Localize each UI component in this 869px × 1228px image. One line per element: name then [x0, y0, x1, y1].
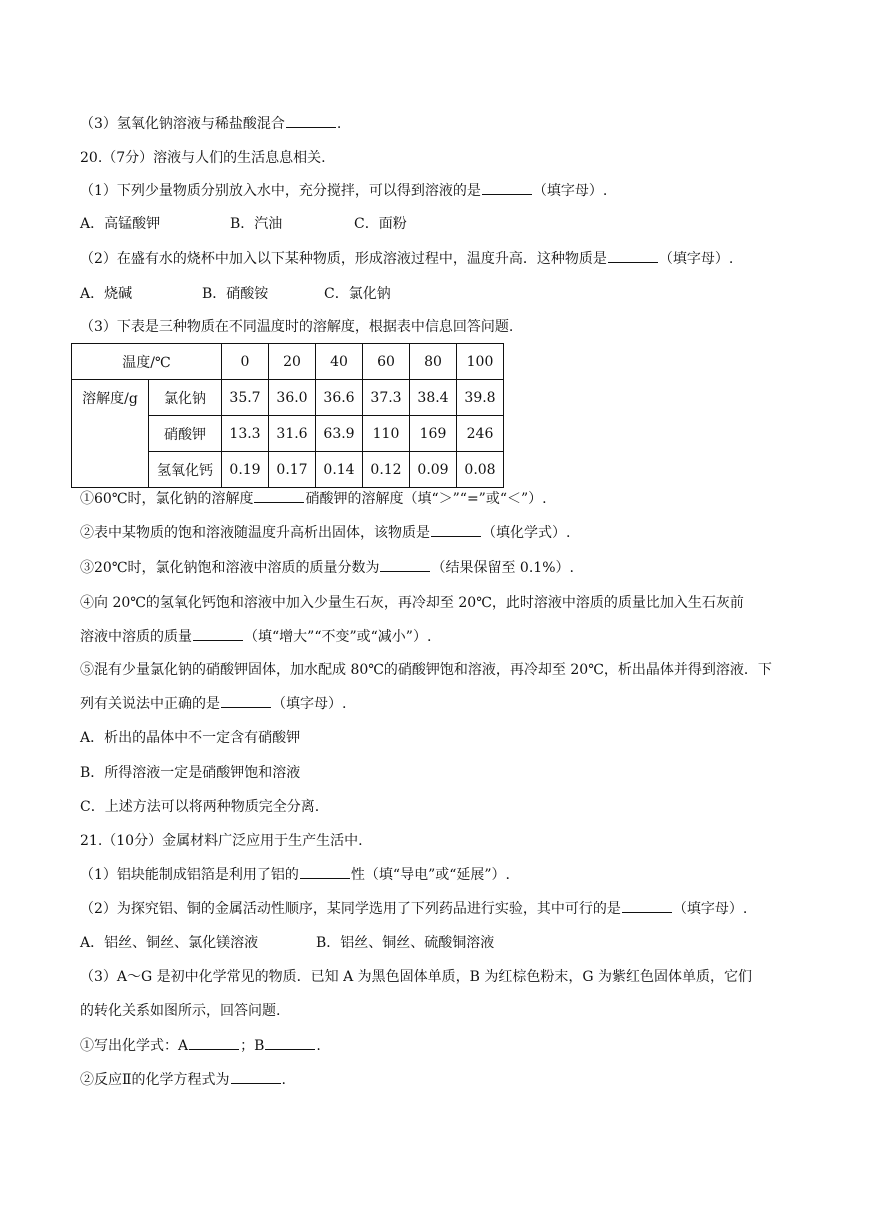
value-cell: 37.3: [363, 380, 410, 416]
value-cell: 0.14: [316, 452, 363, 488]
answer-blank[interactable]: [300, 866, 350, 879]
option-b: B．所得溶液一定是硝酸钾饱和溶液: [80, 765, 301, 781]
q21-2-options: [80, 934, 494, 952]
sub-question-2: ②表中某物质的饱和溶液随温度升高析出固体，该物质是 （填化学式）.: [80, 525, 571, 541]
value-cell: 0.09: [410, 452, 457, 488]
value-cell: 246: [457, 416, 504, 452]
answer-blank[interactable]: [189, 1037, 239, 1050]
q21-2-line: （2）为探究铝、铜的金属活动性顺序，某同学选用了下列药品进行实验，其中可行的是 （填字母）.: [80, 901, 748, 917]
option-a: A．铝丝、铜丝、氯化镁溶液: [80, 935, 259, 951]
substance-name: 氢氧化钙: [149, 452, 222, 488]
q19-3-line: （3）氢氧化钠溶液与稀盐酸混合 .: [80, 116, 342, 132]
value-cell: 36.6: [316, 380, 363, 416]
answer-blank[interactable]: [221, 695, 271, 708]
option-a: A．高锰酸钾: [80, 216, 161, 232]
temp-cell: 100: [457, 344, 504, 380]
value-cell: 38.4: [410, 380, 457, 416]
temp-cell: 80: [410, 344, 457, 380]
q20-1-line: （1）下列少量物质分别放入水中，充分搅拌，可以得到溶液的是 （填字母）.: [80, 183, 608, 199]
table-row: [72, 380, 504, 416]
sub-question-5-cont: 列有关说法中正确的是 （填字母）.: [80, 696, 347, 712]
value-cell: 63.9: [316, 416, 363, 452]
answer-blank[interactable]: [380, 559, 430, 572]
answer-blank[interactable]: [231, 1071, 281, 1084]
sub-question-5: ⑤混有少量氯化钠的硝酸钾固体，加水配成 80℃的硝酸钾饱和溶液，再冷却至 20℃，析出晶体并得到溶液．下: [80, 662, 772, 678]
sub-question-3: ③20℃时，氯化钠饱和溶液中溶质的质量分数为 （结果保留至 0.1%）.: [80, 560, 574, 576]
answer-blank[interactable]: [286, 115, 336, 128]
answer-blank[interactable]: [622, 900, 672, 913]
value-cell: 36.0: [269, 380, 316, 416]
value-cell: 0.19: [222, 452, 269, 488]
value-cell: 169: [410, 416, 457, 452]
table-row: [72, 344, 504, 380]
q21-3-sub-1: ①写出化学式：A ；B .: [80, 1038, 321, 1054]
value-cell: 0.08: [457, 452, 504, 488]
option-b: B．汽油: [230, 216, 283, 232]
group-label: 溶解度/g: [72, 380, 149, 488]
q21-3-line: （3）A～G 是初中化学常见的物质．已知 A 为黑色固体单质，B 为红棕色粉末，G 为紫红色固体单质，它们: [80, 969, 753, 985]
value-cell: 35.7: [222, 380, 269, 416]
value-cell: 31.6: [269, 416, 316, 452]
q21-3-line-cont: 的转化关系如图所示，回答问题.: [80, 1003, 281, 1019]
option-c: C．面粉: [354, 216, 407, 232]
option-b: B．铝丝、铜丝、硫酸铜溶液: [316, 935, 495, 951]
q20-2-options: [80, 285, 391, 303]
value-cell: 39.8: [457, 380, 504, 416]
answer-blank[interactable]: [608, 250, 658, 263]
option-a: A．析出的晶体中不一定含有硝酸钾: [80, 730, 301, 746]
q20-3-line: （3）下表是三种物质在不同温度时的溶解度，根据表中信息回答问题.: [80, 319, 514, 335]
question-20-title: 20.（7分）溶液与人们的生活息息相关.: [80, 150, 326, 166]
value-cell: 13.3: [222, 416, 269, 452]
solubility-table: [71, 343, 504, 488]
temp-header: 温度/℃: [72, 344, 222, 380]
answer-blank[interactable]: [431, 524, 481, 537]
question-21-title: 21.（10分）金属材料广泛应用于生产生活中.: [80, 833, 363, 849]
option-b: B．硝酸铵: [202, 286, 269, 302]
answer-blank[interactable]: [482, 182, 532, 195]
sub-question-4: ④向 20℃的氢氧化钙饱和溶液中加入少量生石灰，再冷却至 20℃，此时溶液中溶质的质量比加入生石灰前: [80, 595, 744, 611]
substance-name: 硝酸钾: [149, 416, 222, 452]
q20-1-options: [80, 215, 407, 233]
option-a: A．烧碱: [80, 286, 133, 302]
value-cell: 110: [363, 416, 410, 452]
answer-blank[interactable]: [265, 1037, 315, 1050]
option-c: C．氯化钠: [324, 286, 391, 302]
sub-question-4-cont: 溶液中溶质的质量 （填“增大”“不变”或“减小”）.: [80, 629, 432, 645]
answer-blank[interactable]: [254, 490, 304, 503]
temp-cell: 0: [222, 344, 269, 380]
answer-blank[interactable]: [193, 628, 243, 641]
temp-cell: 20: [269, 344, 316, 380]
temp-cell: 60: [363, 344, 410, 380]
value-cell: 0.17: [269, 452, 316, 488]
option-c: C．上述方法可以将两种物质完全分离.: [80, 799, 320, 815]
q21-1-line: （1）铝块能制成铝箔是利用了铝的 性（填“导电”或“延展”）.: [80, 867, 511, 883]
q21-3-sub-2: ②反应Ⅱ的化学方程式为 .: [80, 1072, 286, 1088]
substance-name: 氯化钠: [149, 380, 222, 416]
sub-question-1: ①60℃时，氯化钠的溶解度 硝酸钾的溶解度（填“＞”“=”或“＜”）.: [80, 491, 547, 507]
q20-2-line: （2）在盛有水的烧杯中加入以下某种物质，形成溶液过程中，温度升高．这种物质是 （填字母）.: [80, 251, 734, 267]
temp-cell: 40: [316, 344, 363, 380]
value-cell: 0.12: [363, 452, 410, 488]
